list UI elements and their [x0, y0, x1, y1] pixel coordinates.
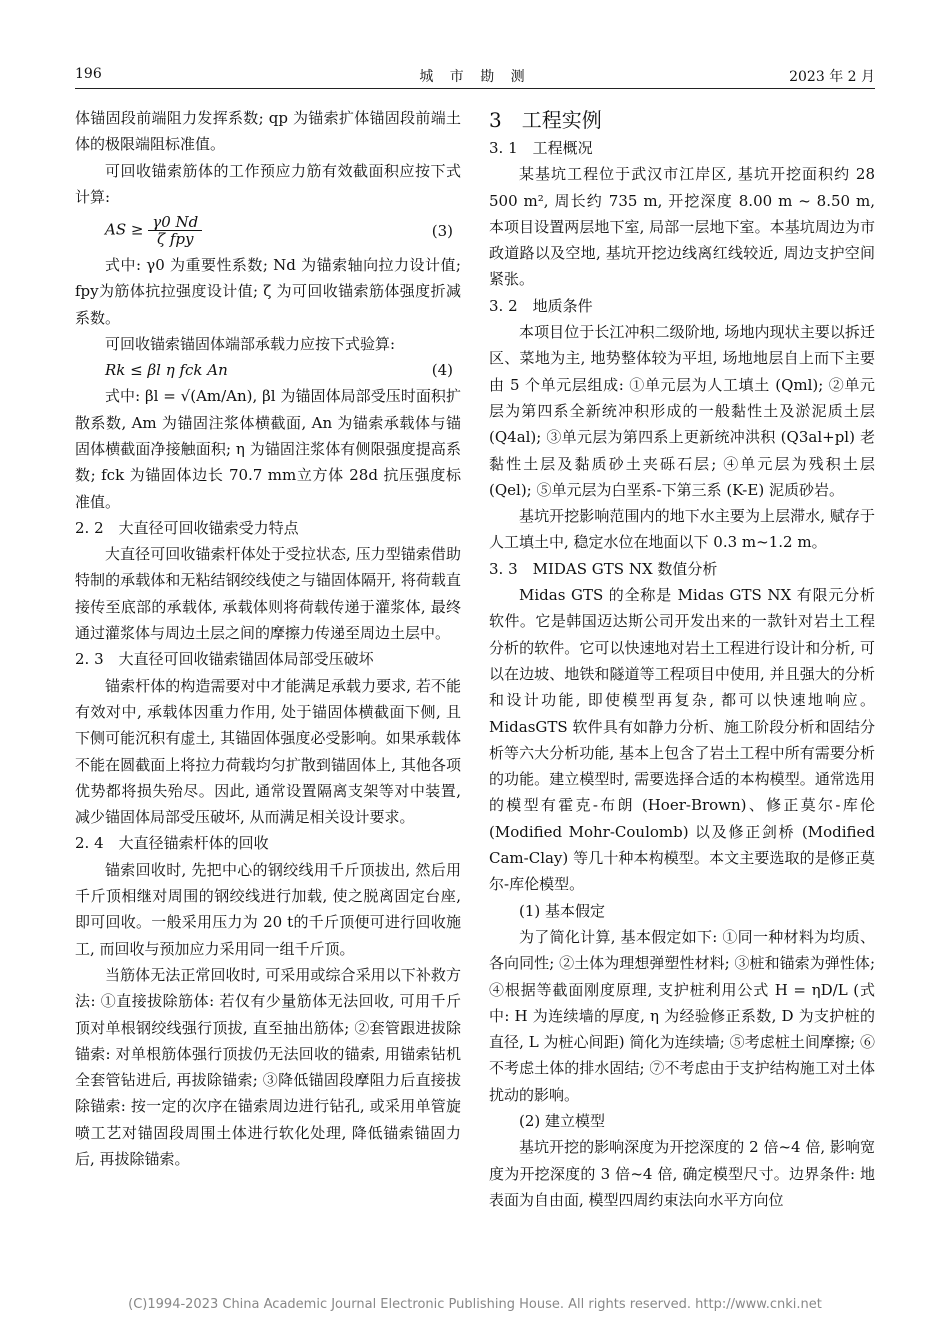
subheading: (1) 基本假定 [519, 901, 606, 920]
equation-4 [75, 357, 461, 383]
paragraph: 为了简化计算, 基本假定如下: ①同一种材料为均质、各向同性; ②土体为理想弹塑性材料; ③桩和锚索为弹性体; ④根据等截面刚度原理, 支护桩利用公式 H = ηD/L (式中: H 为连续墙的厚度, η 为经验修正系数, D 为支护桩的直径, L 为桩心间距) 简化为连续墙; ⑤考虑桩土间摩擦; ⑥不考虑土体的排水固结; ⑦不考虑由于支护结构施工对土体扰动的影响。 [489, 927, 875, 1104]
paragraph: 式中: βl = √(Am/An), βl 为锚固体局部受压时面积扩散系数, Am 为锚固注浆体横截面, An 为锚索承载体与锚固体横截面净接触面积; η 为锚固注浆体有侧限强度提高系数; fck 为锚固体边长 70.7 mm立方体 28d 抗压强度标准值。 [75, 387, 461, 511]
equation-lhs: AS ≥ [105, 220, 144, 239]
section-heading: 2. 3 大直径可回收锚索锚固体局部受压破坏 [75, 650, 374, 669]
equation-number: (4) [431, 361, 453, 380]
equation-fraction [148, 214, 202, 247]
copyright-footer: (C)1994-2023 China Academic Journal Electronic Publishing House. All rights reserved. http://www.cnki.net [128, 1297, 822, 1312]
paragraph: 当筋体无法正常回收时, 可采用或综合采用以下补救方法: ①直接拔除筋体: 若仅有少量筋体无法回收, 可用千斤顶对单根钢绞线强行顶拔, 直至抽出筋体; ②套管跟进拔除锚索: 对单根筋体强行顶拔仍无法回收的锚索, 用锚索钻机全套管钻进后, 再拔除锚索; ③降低锚固段摩阻力后直接拔除锚索: 按一定的次序在锚索周边进行钻孔, 或采用单管旋喷工艺对锚固段周围土体进行软化处理, 降低锚索锚固力后, 再拔除锚索。 [75, 965, 461, 1168]
paragraph: 某基坑工程位于武汉市江岸区, 基坑开挖面积约 28 500 m², 周长约 735 m, 开挖深度 8.00 m ~ 8.50 m, 本项目设置两层地下室, 局部一层地下室。本基坑周边为市政道路以及空地, 基坑开挖边线离红线较近, 周边支护空间紧张。 [489, 165, 875, 289]
journal-name: 城 市 勘 测 [419, 69, 531, 85]
chapter-heading: 3 工程实例 [489, 108, 602, 132]
paragraph: 大直径可回收锚索杆体处于受拉状态, 压力型锚索借助特制的承载体和无粘结钢绞线使之与锚固体隔开, 将荷载直接传至底部的承载体, 承载体则将荷载传递于灌浆体, 最终通过灌浆体与周边土层之间的摩擦力传递至周边土层中。 [75, 545, 461, 643]
equation-number: (3) [431, 222, 453, 241]
section-heading: 2. 4 大直径锚索杆体的回收 [75, 834, 269, 853]
paragraph: 锚索杆体的构造需要对中才能满足承载力要求, 若不能有效对中, 承载体因重力作用, 处于锚固体横截面下侧, 且下侧可能沉积有虚土, 其锚固体强度必受影响。如果承载体不能在圆截面上将拉力荷载均匀扩散到锚固体上, 其他各项优势都将损失殆尽。因此, 通常设置隔离支架等对中装置, 减少锚固体局部受压破坏, 从而满足相关设计要求。 [75, 676, 461, 827]
issue-date: 2023 年 2 月 [789, 69, 875, 85]
right-column [489, 105, 875, 1213]
page-number: 196 [75, 66, 102, 82]
section-heading: 3. 1 工程概况 [489, 139, 593, 157]
paragraph: 可回收锚索锚固体端部承载力应按下式验算: [105, 335, 396, 354]
left-column [75, 105, 461, 1172]
fraction-numerator: γ0 Nd [148, 214, 202, 231]
fraction-denominator: ζ fpy [156, 230, 194, 249]
paragraph: 本项目位于长江冲积二级阶地, 场地内现状主要以拆迁区、菜地为主, 地势整体较为平坦, 场地地层自上而下主要由 5 个单元层组成: ①单元层为人工填土 (Qml); ②单元层为第四系全新统冲积形成的一般黏性土及淤泥质土层 (Q4al); ③单元层为第四系上更新统冲洪积 (Q3al+pl) 老黏性土层及黏质砂土夹砾石层; ④单元层为残积土层 (Qel); ⑤单元层为白垩系-下第三系 (K-E) 泥质砂岩。 [489, 323, 875, 499]
section-heading: 3. 2 地质条件 [489, 296, 593, 315]
page-header [75, 66, 875, 89]
subheading: (2) 建立模型 [519, 1111, 606, 1130]
paragraph: 基坑开挖的影响深度为开挖深度的 2 倍~4 倍, 影响宽度为开挖深度的 3 倍~4 倍, 确定模型尺寸。边界条件: 地表面为自由面, 模型四周约束法向水平方向位 [489, 1138, 875, 1209]
section-heading: 2. 2 大直径可回收锚索受力特点 [75, 518, 299, 537]
paragraph: 式中: γ0 为重要性系数; Nd 为锚索轴向拉力设计值; fpy为筋体抗拉强度设计值; ζ 为可回收锚索筋体强度折减系数。 [75, 256, 461, 327]
section-heading: 3. 3 MIDAS GTS NX 数值分析 [489, 559, 718, 578]
equation-expression: Rk ≤ βl η fck An [105, 361, 228, 380]
equation-3 [75, 212, 461, 250]
paragraph: 体锚固段前端阻力发挥系数; qp 为锚索扩体锚固段前端土体的极限端阻标准值。 [75, 109, 461, 154]
paragraph: 基坑开挖影响范围内的地下水主要为上层滞水, 赋存于人工填土中, 稳定水位在地面以下 0.3 m~1.2 m。 [489, 507, 875, 552]
paragraph: Midas GTS 的全称是 Midas GTS NX 有限元分析软件。它是韩国迈达斯公司开发出来的一款针对岩土工程分析的软件。它可以快速地对岩土工程进行设计和分析, 可以在边坡、地铁和隧道等工程项目中使用, 并且强大的分析和设计功能, 即使模型再复杂, 都可以快速地响应。MidasGTS 软件具有如静力分析、施工阶段分析和固结分析等六大分析功能, 基本上包含了岩土工程中所有需要分析的功能。建立模型时, 需要选择合适的本构模型。通常选用的模型有霍克-布朗 (Hoer-Brown)、修正莫尔-库伦 (Modified Mohr-Coulomb) 以及修正剑桥 (Modified Cam-Clay) 等几十种本构模型。本文主要选取的是修正莫尔-库伦模型。 [489, 586, 875, 894]
paragraph: 可回收锚索筋体的工作预应力筋有效截面积应按下式计算: [75, 161, 461, 206]
paragraph: 锚索回收时, 先把中心的钢绞线用千斤顶拔出, 然后用千斤顶相继对周围的钢绞线进行加载, 使之脱离固定台座, 即可回收。一般采用压力为 20 t的千斤顶便可进行回收施工, 而回收与预加应力采用同一组千斤顶。 [75, 860, 461, 958]
